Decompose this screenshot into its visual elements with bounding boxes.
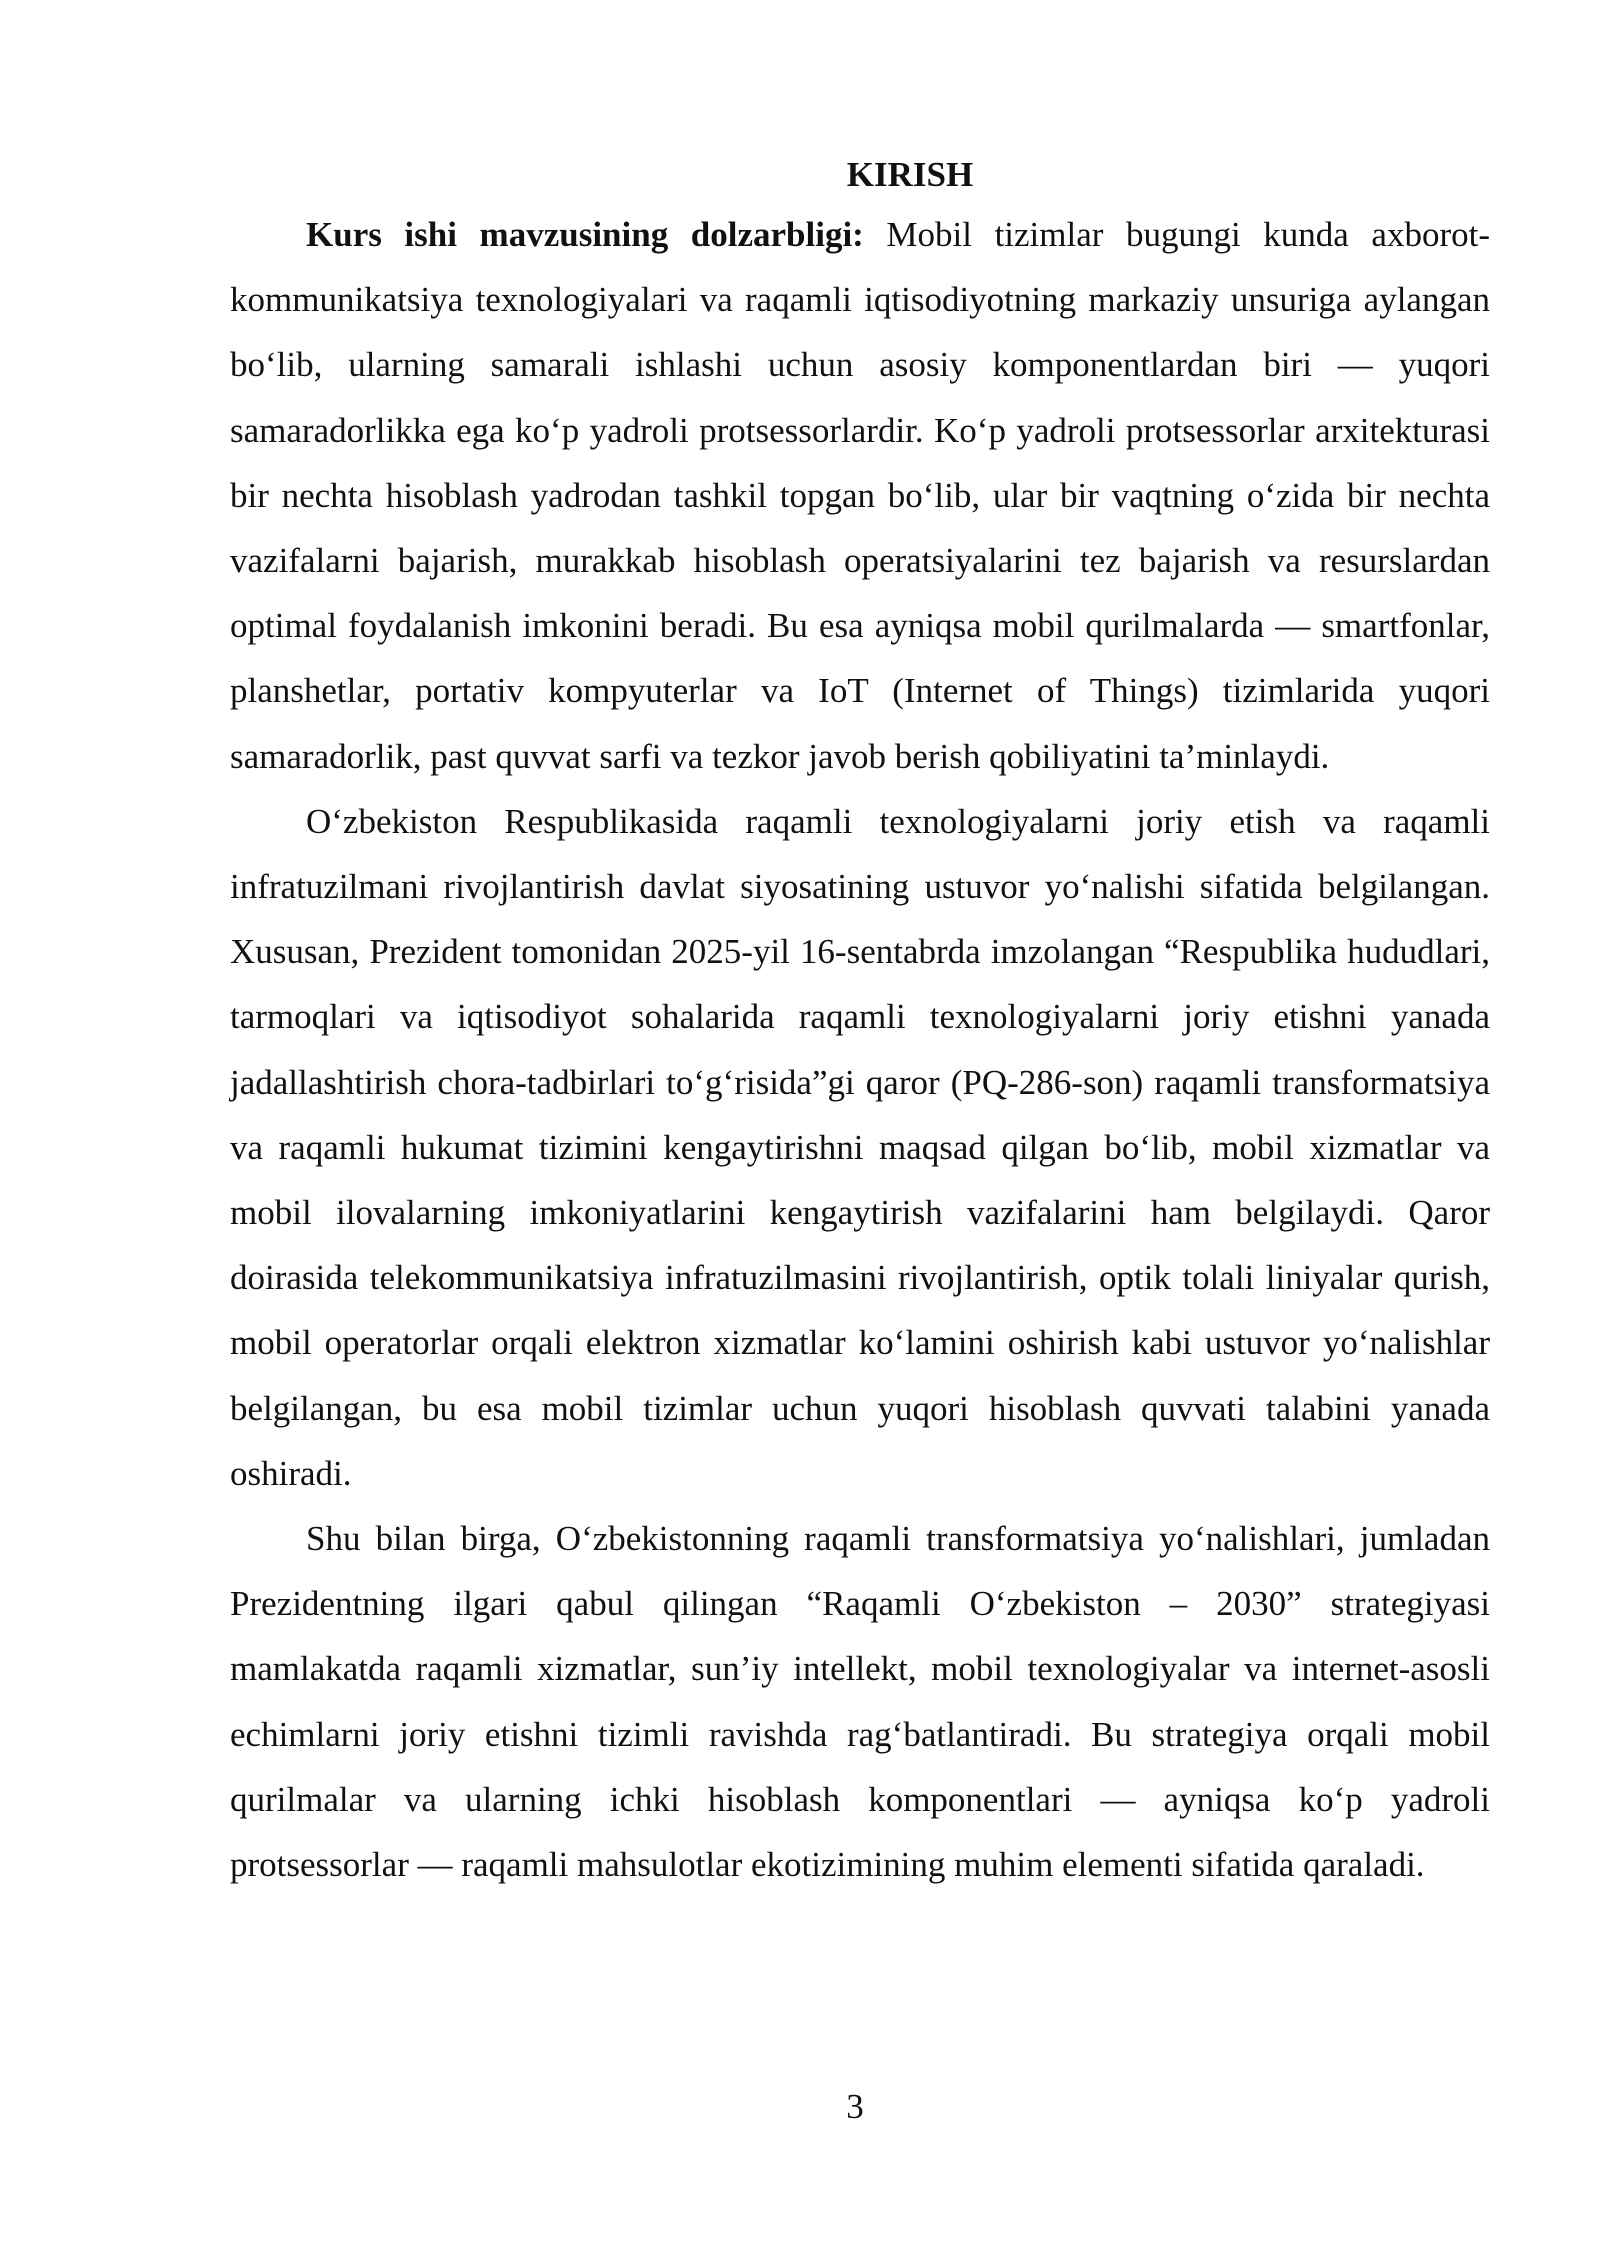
paragraph-lead: Kurs ishi mavzusining dolzarbligi: [306, 215, 864, 254]
document-body [230, 148, 1490, 1897]
section-heading: KIRISH [846, 155, 974, 194]
paragraph-relevance [230, 202, 1490, 789]
paragraph-strategy [230, 1506, 1490, 1897]
paragraph-text: Mobil tizimlar bugungi kunda axborot-kommunikatsiya texnologiyalari va raqamli iqtisodiyotning markaziy unsuriga aylangan bo‘lib, ularning samarali ishlashi uchun asosiy komponentlardan biri — yuqori samaradorlikka ega ko‘p yadroli protsessorlardir. Ko‘p yadroli protsessorlar arxitekturasi bir nechta hisoblash yadrodan tashkil topgan bo‘lib, ular bir vaqtning o‘zida bir nechta vazifalarni bajarish, murakkab hisoblash operatsiyalarini tez bajarish va resurslardan optimal foydalanish imkonini beradi. Bu esa ayniqsa mobil qurilmalarda — smartfonlar, planshetlar, portativ kompyuterlar va IoT (Internet of Things) tizimlarida yuqori samaradorlik, past quvvat sarfi va tezkor javob berish qobiliyatini ta’minlaydi. [230, 215, 1490, 776]
paragraph-state-policy [230, 789, 1490, 1506]
page-number: 3 [846, 2087, 864, 2126]
paragraph-text: O‘zbekiston Respublikasida raqamli texnologiyalarni joriy etish va raqamli infratuzilmani rivojlantirish davlat siyosatining ustuvor yo‘nalishi sifatida belgilangan. Xususan, Prezident tomonidan 2025-yil 16-sentabrda imzolangan “Respublika hududlari, tarmoqlari va iqtisodiyot sohalarida raqamli texnologiyalarni joriy etishni yanada jadallashtirish chora-tadbirlari to‘g‘risida”gi qaror (PQ-286-son) raqamli transformatsiya va raqamli hukumat tizimini kengaytirishni maqsad qilgan bo‘lib, mobil xizmatlar va mobil ilovalarning imkoniyatlarini kengaytirish vazifalarini ham belgilaydi. Qaror doirasida telekommunikatsiya infratuzilmasini rivojlantirish, optik tolali liniyalar qurish, mobil operatorlar orqali elektron xizmatlar ko‘lamini oshirish kabi ustuvor yo‘nalishlar belgilangan, bu esa mobil tizimlar uchun yuqori hisoblash quvvati talabini yanada oshiradi. [230, 801, 1490, 1493]
paragraph-text: Shu bilan birga, O‘zbekistonning raqamli transformatsiya yo‘nalishlari, jumladan Prezidentning ilgari qabul qilingan “Raqamli O‘zbekiston – 2030” strategiyasi mamlakatda raqamli xizmatlar, sun’iy intellekt, mobil texnologiyalar va internet-asosli echimlarni joriy etishni tizimli ravishda rag‘batlantiradi. Bu strategiya orqali mobil qurilmalar va ularning ichki hisoblash komponentlari — ayniqsa ko‘p yadroli protsessorlar — raqamli mahsulotlar ekotizimining muhim elementi sifatida qaraladi. [230, 1519, 1490, 1885]
